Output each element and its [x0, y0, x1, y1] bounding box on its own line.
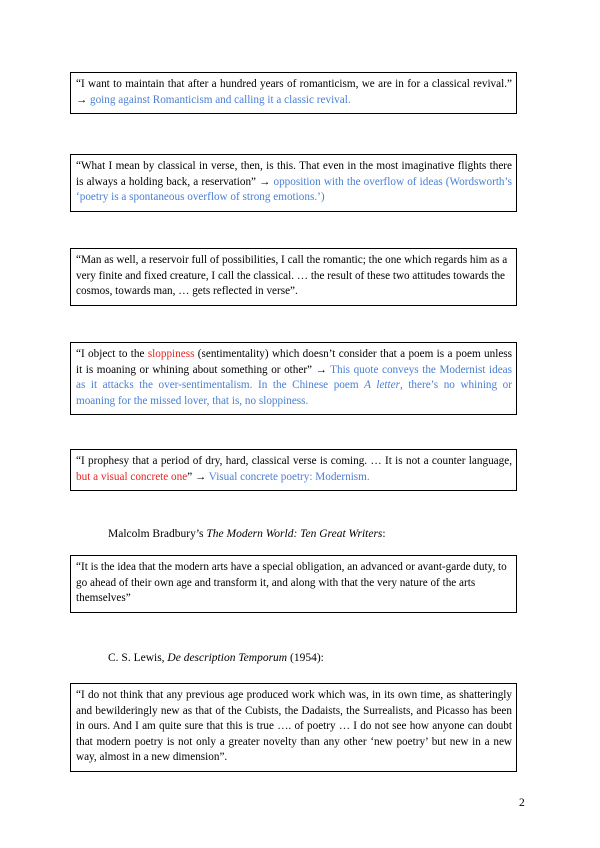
arrow: → [76, 93, 90, 106]
quote-text: “I want to maintain that after a hundred years of romanticism, we are in for a classical revival.” [76, 78, 512, 90]
bradbury-author: Malcolm Bradbury’s [108, 528, 207, 540]
bradbury-heading [108, 527, 386, 542]
quote-text-start: “I object to the [76, 348, 148, 360]
comment-poem-title: A letter [364, 379, 400, 391]
lewis-title: De description Temporum [167, 652, 288, 664]
arrow: → [192, 470, 209, 483]
quote-box-visual-concrete [70, 449, 517, 491]
arrow: → [312, 363, 331, 376]
quote-box-classical-revival [70, 72, 517, 114]
quote-text: “Man as well, a reservoir full of possibilities, I call the romantic; the one which regards him as a very finite and fixed creature, I call the classical. … the result of these two attitudes towards the cosmos, towards man, … gets reflected in verse”. [76, 254, 508, 297]
comment-text-end: , there’s no whining or moaning for the missed lover, that is, no sloppiness. [76, 379, 513, 407]
quote-text-start: “I prophesy that a period of dry, hard, classical verse is coming. … It is not a counter language, [76, 455, 512, 467]
quote-text-end: ” [187, 470, 193, 483]
lewis-author: C. S. Lewis, [108, 652, 168, 664]
quote-text: “It is the idea that the modern arts have a special obligation, an advanced or avant-garde duty, to go ahead of their own age and transform it, and along with that the very nature of the arts themselves” [76, 561, 507, 604]
bradbury-title: The Modern World: Ten Great Writers [206, 528, 383, 540]
quote-box-romantic-classical [70, 248, 517, 306]
comment-text-start: This quote conveys the Modernist ideas as it attacks the over-sentimentalism. In the Chinese poem [76, 363, 512, 391]
highlight-visual-concrete: but a visual concrete one [76, 470, 188, 483]
quote-box-classical-verse [70, 154, 517, 212]
bradbury-colon: : [382, 528, 386, 540]
quote-text: “What I mean by classical in verse, then, is this. That even in the most imaginative flights there is always a holding back, a reservation” [76, 160, 512, 188]
comment-text: Visual concrete poetry: Modernism. [208, 470, 370, 483]
comment-text: opposition with the overflow of ideas (Wordsworth’s ‘poetry is a spontaneous overflow of strong emotions.’) [76, 175, 512, 203]
lewis-heading [108, 651, 324, 666]
quote-box-sloppiness [70, 342, 517, 415]
page-number: 2 [519, 797, 525, 809]
highlight-sloppiness: sloppiness [147, 348, 195, 360]
comment-text: going against Romanticism and calling it a classic revival. [89, 93, 351, 106]
quote-text-end: (sentimentality) which doesn’t consider that a poem is a poem unless it is moaning or whining about something or other” [76, 348, 512, 376]
quote-text: “I do not think that any previous age produced work which was, in its own time, as shatteringly and bewilderingly new as that of the Cubists, the Dadaists, the Surrealists, and Picasso has been in ours. And I am quite sure that this is true …. of poetry … I do not see how anyone can doubt that modern poetry is not only a greater novelty than any other ‘new poetry’ but new in a new way, almost in a new dimension”. [76, 689, 512, 763]
quote-box-bradbury [70, 555, 517, 613]
lewis-year: (1954): [287, 652, 324, 664]
arrow: → [256, 175, 274, 188]
quote-box-lewis [70, 683, 517, 772]
